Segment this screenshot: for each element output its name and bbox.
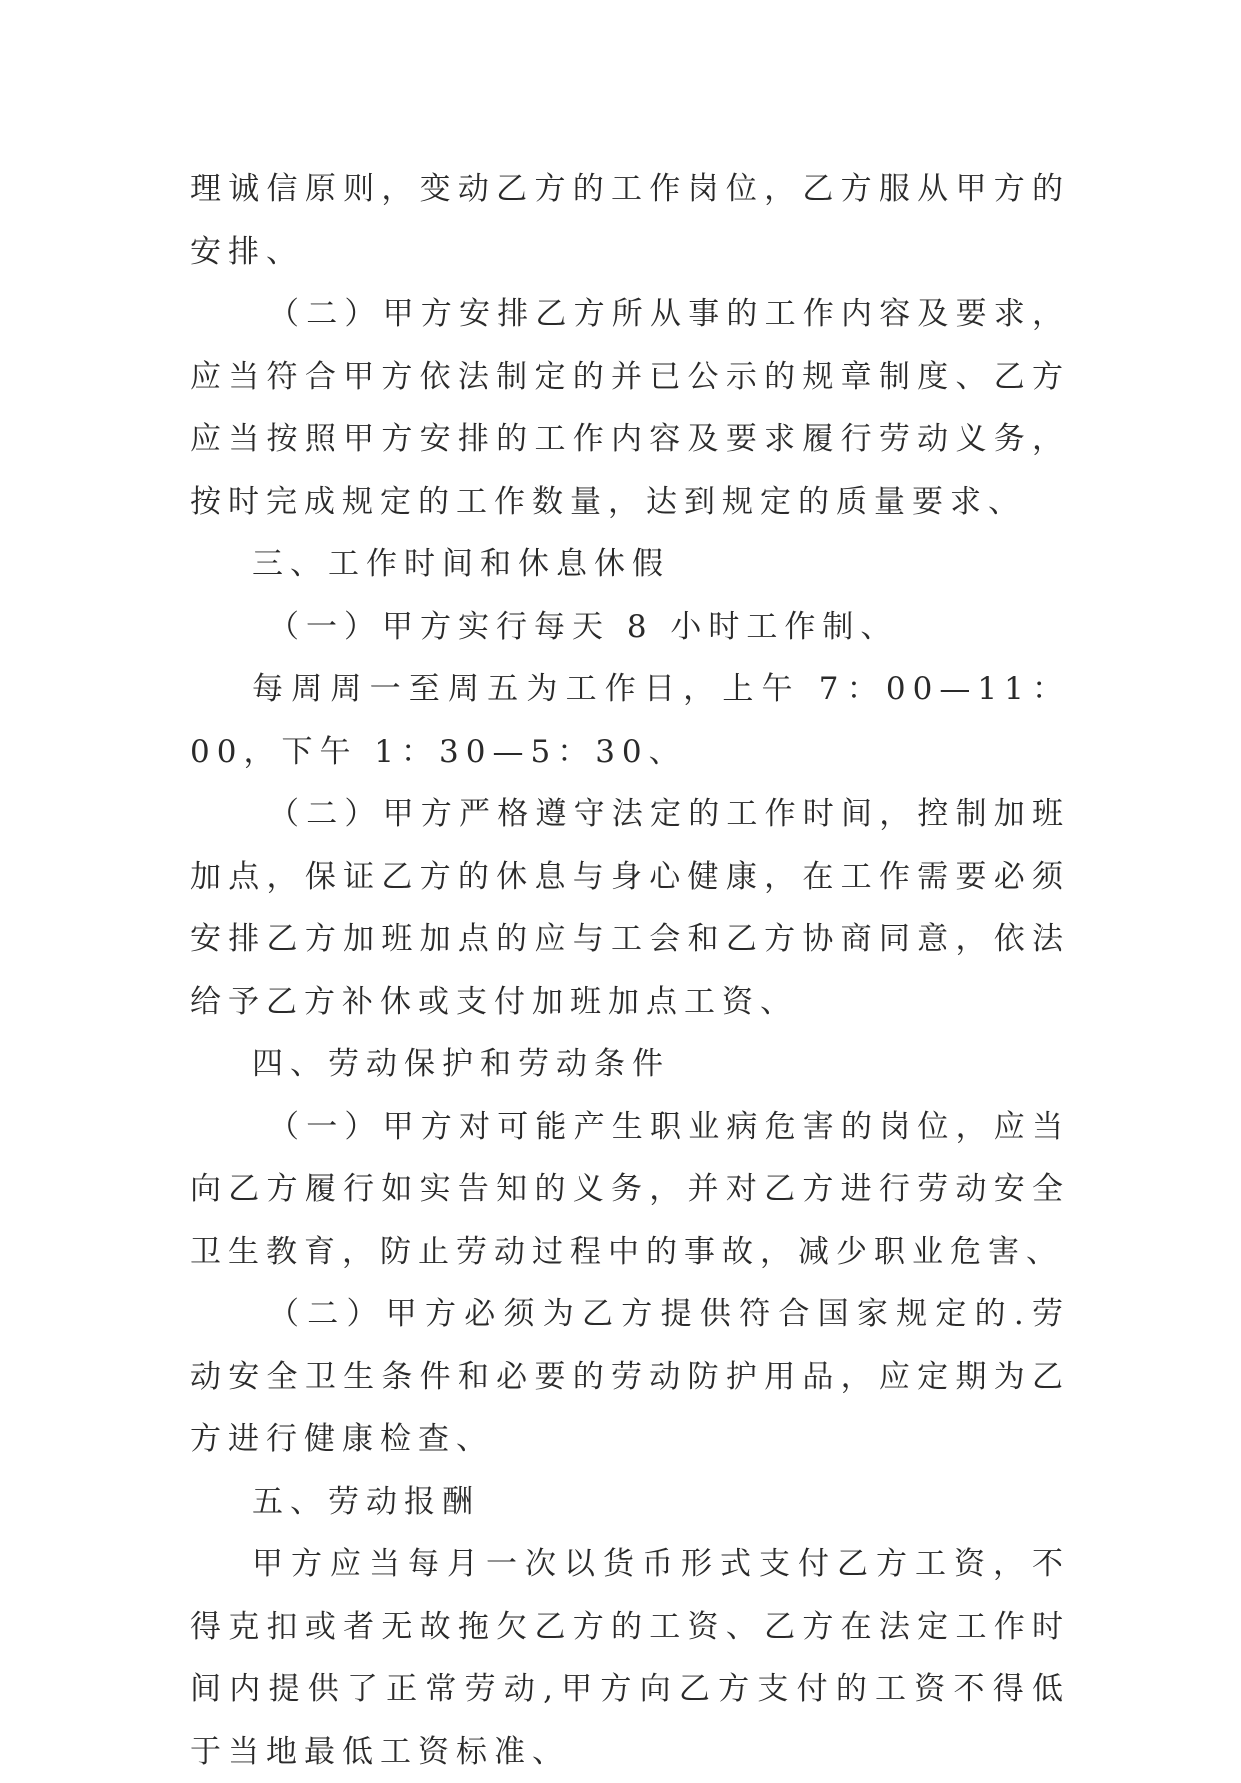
- paragraph-clause-3-2: （二）甲方严格遵守法定的工作时间，控制加班加点，保证乙方的休息与身心健康，在工作需要必须安排乙方加班加点的应与工会和乙方协商同意，依法给予乙方补休或支付加班加点工资、: [190, 796, 1070, 1020]
- paragraph-clause-2-2: （二）甲方安排乙方所从事的工作内容及要求，应当符合甲方依法制定的并已公示的规章制度、乙方应当按照甲方安排的工作内容及要求履行劳动义务，按时完成规定的工作数量，达到规定的质量要求、: [190, 296, 1070, 520]
- section-heading-3: 三、工作时间和休息休假: [252, 546, 670, 582]
- paragraph-remuneration: 甲方应当每月一次以货币形式支付乙方工资，不得克扣或者无故拖欠乙方的工资、乙方在法定工作时间内提供了正常劳动,甲方向乙方支付的工资不得低于当地最低工资标准、: [190, 1546, 1070, 1770]
- section-heading-5: 五、劳动报酬: [252, 1483, 480, 1520]
- document-body: [190, 158, 1070, 1783]
- paragraph-work-hours: 每周周一至周五为工作日，上午 7：00—11：00，下午 1：30—5：30、: [190, 671, 1070, 770]
- paragraph-clause-3-1: （一）甲方实行每天 8 小时工作制、: [268, 608, 899, 645]
- paragraph-clause-4-1: （一）甲方对可能产生职业病危害的岗位，应当向乙方履行如实告知的义务，并对乙方进行劳动安全卫生教育，防止劳动过程中的事故，减少职业危害、: [190, 1108, 1070, 1270]
- paragraph-clause-4-2: （二）甲方必须为乙方提供符合国家规定的.劳动安全卫生条件和必要的劳动防护用品，应定期为乙方进行健康检查、: [190, 1296, 1070, 1457]
- section-heading-4: 四、劳动保护和劳动条件: [252, 1046, 670, 1082]
- paragraph-continued: 理诚信原则，变动乙方的工作岗位，乙方服从甲方的安排、: [190, 171, 1070, 270]
